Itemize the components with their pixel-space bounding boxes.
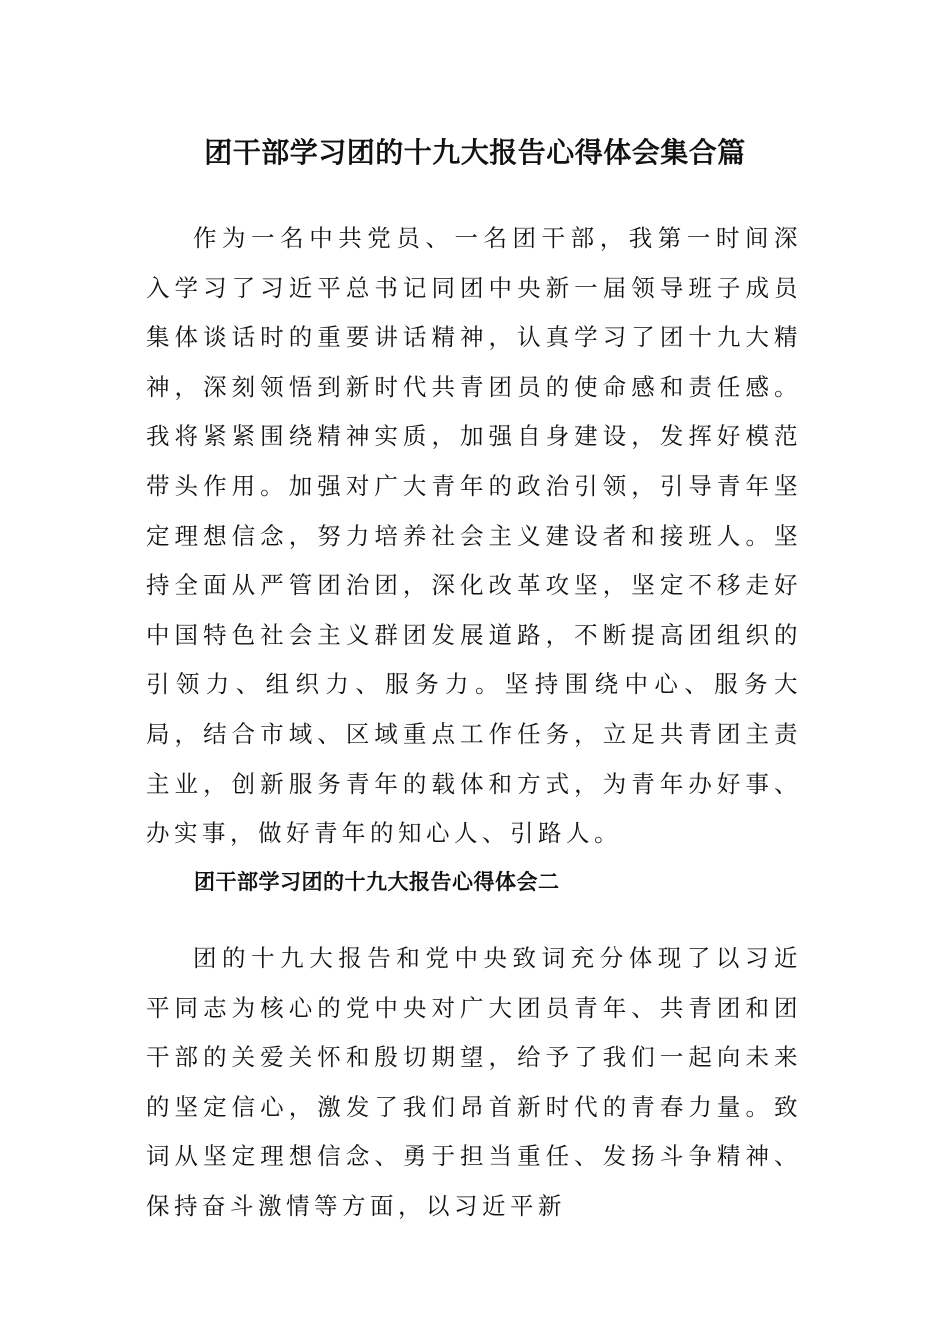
- section-2-paragraph: 团的十九大报告和党中央致词充分体现了以习近平同志为核心的党中央对广大团员青年、共青团和团干部的关爱关怀和殷切期望，给予了我们一起向未来的坚定信心，激发了我们昂首新时代的青春力量。致词从坚定理想信念、勇于担当重任、发扬斗争精神、保持奋斗激情等方面，以习近平新: [146, 944, 802, 1220]
- document-title: 团干部学习团的十九大报告心得体会集合篇: [204, 136, 746, 169]
- section-1-paragraph: 作为一名中共党员、一名团干部，我第一时间深入学习了习近平总书记同团中央新一届领导班子成员集体谈话时的重要讲话精神，认真学习了团十九大精神，深刻领悟到新时代共青团员的使命感和责任感。我将紧紧围绕精神实质，加强自身建设，发挥好模范带头作用。加强对广大青年的政治引领，引导青年坚定理想信念，努力培养社会主义建设者和接班人。坚持全面从严管团治团，深化改革攻坚，坚定不移走好中国特色社会主义群团发展道路，不断提高团组织的引领力、组织力、服务力。坚持围绕中心、服务大局，结合市域、区域重点工作任务，立足共青团主责主业，创新服务青年的载体和方式，为青年办好事、办实事，做好青年的知心人、引路人。: [146, 224, 802, 848]
- section-2-heading: 团干部学习团的十九大报告心得体会二: [194, 870, 560, 894]
